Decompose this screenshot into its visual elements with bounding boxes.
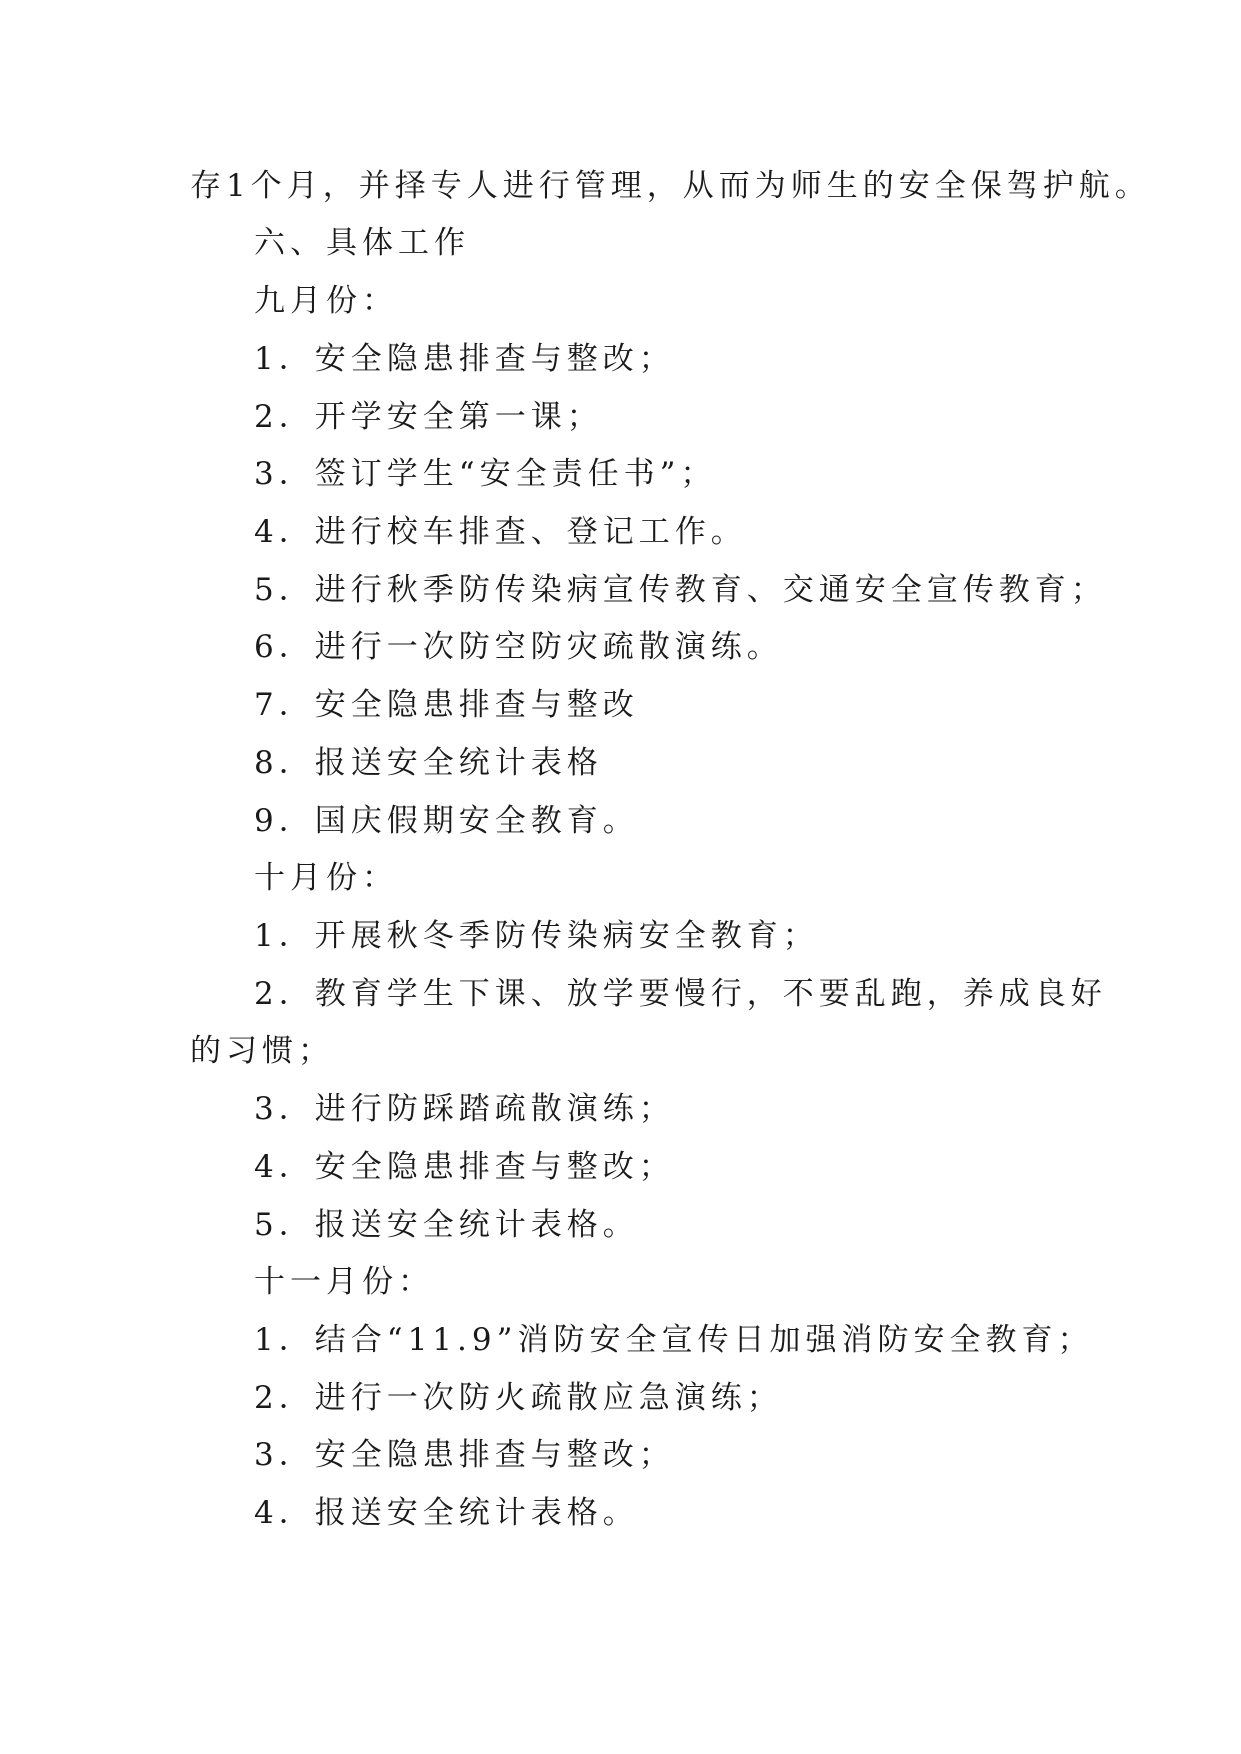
list-item: 1．开展秋冬季防传染病安全教育；: [254, 918, 819, 954]
month-heading: 十一月份：: [254, 1264, 434, 1300]
list-item: 3．进行防踩踏疏散演练；: [254, 1091, 675, 1127]
list-item: 1．结合“11.9”消防安全宣传日加强消防安全教育；: [254, 1322, 1094, 1358]
list-item-continuation: 的习惯；: [190, 1033, 334, 1069]
list-item: 6．进行一次防空防灾疏散演练。: [254, 629, 783, 665]
list-item: 9．国庆假期安全教育。: [254, 803, 639, 839]
list-item: 3．安全隐患排查与整改；: [254, 1437, 675, 1473]
month-heading: 九月份：: [254, 283, 398, 319]
list-item: 5．进行秋季防传染病宣传教育、交通安全宣传教育；: [254, 572, 1107, 608]
list-item: 5．报送安全统计表格。: [254, 1207, 639, 1243]
list-item: 4．报送安全统计表格。: [254, 1495, 639, 1531]
paragraph-line: 存1个月，并择专人进行管理，从而为师生的安全保驾护航。: [190, 168, 1151, 204]
list-item: 2．进行一次防火疏散应急演练；: [254, 1380, 783, 1416]
list-item: 2．教育学生下课、放学要慢行，不要乱跑，养成良好: [254, 976, 1107, 1012]
list-item: 4．安全隐患排查与整改；: [254, 1149, 675, 1185]
list-item: 4．进行校车排查、登记工作。: [254, 514, 747, 550]
list-item: 3．签订学生“安全责任书”；: [254, 456, 717, 492]
list-item: 8．报送安全统计表格: [254, 745, 603, 781]
list-item: 2．开学安全第一课；: [254, 399, 603, 435]
month-heading: 十月份：: [254, 860, 398, 896]
list-item: 1．安全隐患排查与整改；: [254, 341, 675, 377]
list-item: 7．安全隐患排查与整改: [254, 687, 639, 723]
section-heading: 六、具体工作: [254, 225, 470, 261]
